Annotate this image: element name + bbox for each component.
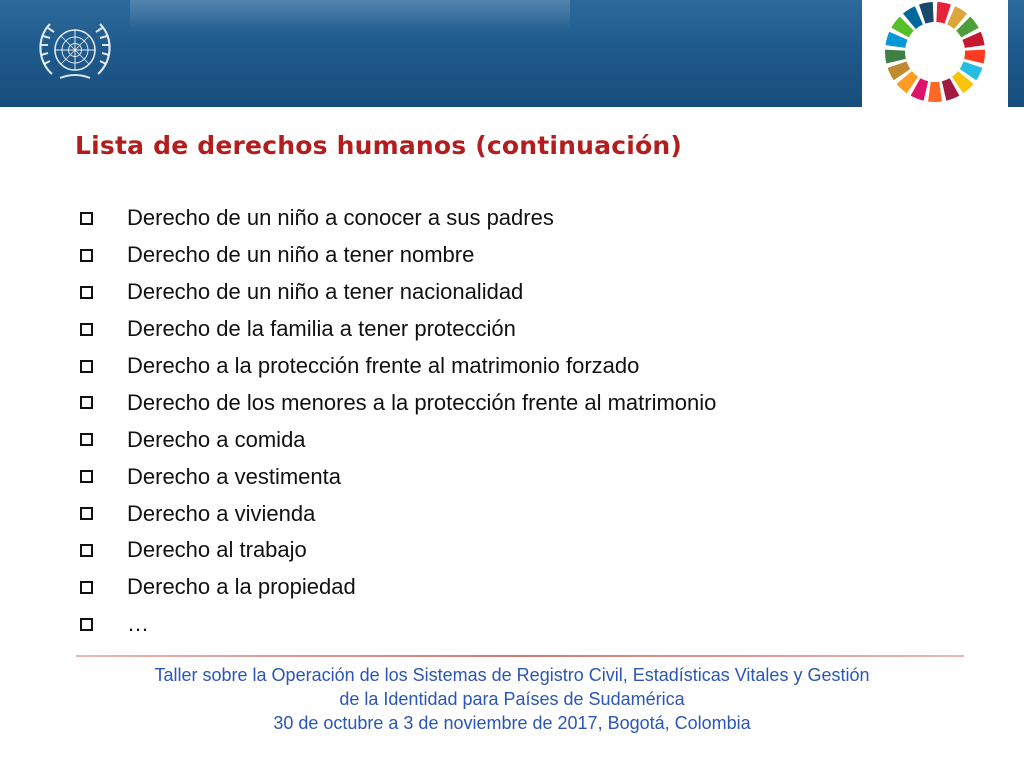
list-item-text: Derecho de la familia a tener protección — [127, 316, 516, 342]
sdg-logo-panel — [862, 0, 1008, 107]
list-item — [80, 200, 716, 237]
hollow-square-icon — [80, 396, 93, 409]
hollow-square-icon — [80, 544, 93, 557]
hollow-square-icon — [80, 360, 93, 373]
un-emblem-icon — [30, 14, 120, 92]
list-item — [80, 458, 716, 495]
footer-line-3: 30 de octubre a 3 de noviembre de 2017, Bogotá, Colombia — [273, 713, 751, 733]
hollow-square-icon — [80, 581, 93, 594]
list-item — [80, 495, 716, 532]
list-item — [80, 421, 716, 458]
footer — [0, 663, 1024, 735]
list-item — [80, 274, 716, 311]
hollow-square-icon — [80, 212, 93, 225]
list-item — [80, 532, 716, 569]
list-item — [80, 569, 716, 606]
list-item-text: Derecho de los menores a la protección frente al matrimonio — [127, 389, 717, 415]
list-item-text: Derecho al trabajo — [127, 537, 307, 563]
slide-title: Lista de derechos humanos (continuación) — [75, 131, 683, 160]
hollow-square-icon — [80, 507, 93, 520]
list-item-text: Derecho a la protección frente al matrimonio forzado — [127, 353, 640, 378]
header-bar — [0, 0, 1024, 107]
list-item — [80, 606, 716, 643]
footer-line-1: Taller sobre la Operación de los Sistemas de Registro Civil, Estadísticas Vitales y Gestión — [154, 665, 870, 685]
sdg-segment — [919, 2, 934, 24]
sdg-segment — [885, 50, 906, 64]
hollow-square-icon — [80, 470, 93, 483]
footer-divider — [76, 655, 964, 657]
list-item — [80, 311, 716, 348]
list-item-text: Derecho de un niño a tener nombre — [127, 242, 475, 268]
list-item-text: Derecho a vivienda — [127, 500, 316, 526]
hollow-square-icon — [80, 286, 93, 299]
sdg-segment — [928, 82, 942, 102]
list-item-text: Derecho de un niño a tener nacionalidad — [127, 279, 524, 305]
header-highlight — [130, 0, 570, 30]
list-item — [80, 348, 716, 385]
sdg-segment — [964, 50, 985, 64]
list-item — [80, 384, 716, 421]
list-item-text: Derecho de un niño a conocer a sus padres — [127, 205, 554, 231]
list-item-text: Derecho a comida — [127, 426, 306, 452]
sdg-wheel-icon — [872, 0, 998, 107]
list-item-text: … — [127, 611, 149, 637]
bullet-list — [80, 200, 716, 643]
hollow-square-icon — [80, 249, 93, 262]
list-item-text: Derecho a vestimenta — [127, 463, 341, 489]
hollow-square-icon — [80, 433, 93, 446]
hollow-square-icon — [80, 618, 93, 631]
sdg-segment — [936, 2, 951, 24]
list-item-text: Derecho a la propiedad — [127, 574, 356, 600]
footer-line-2: de la Identidad para Países de Sudamérica — [339, 689, 685, 709]
list-item — [80, 237, 716, 274]
hollow-square-icon — [80, 323, 93, 336]
